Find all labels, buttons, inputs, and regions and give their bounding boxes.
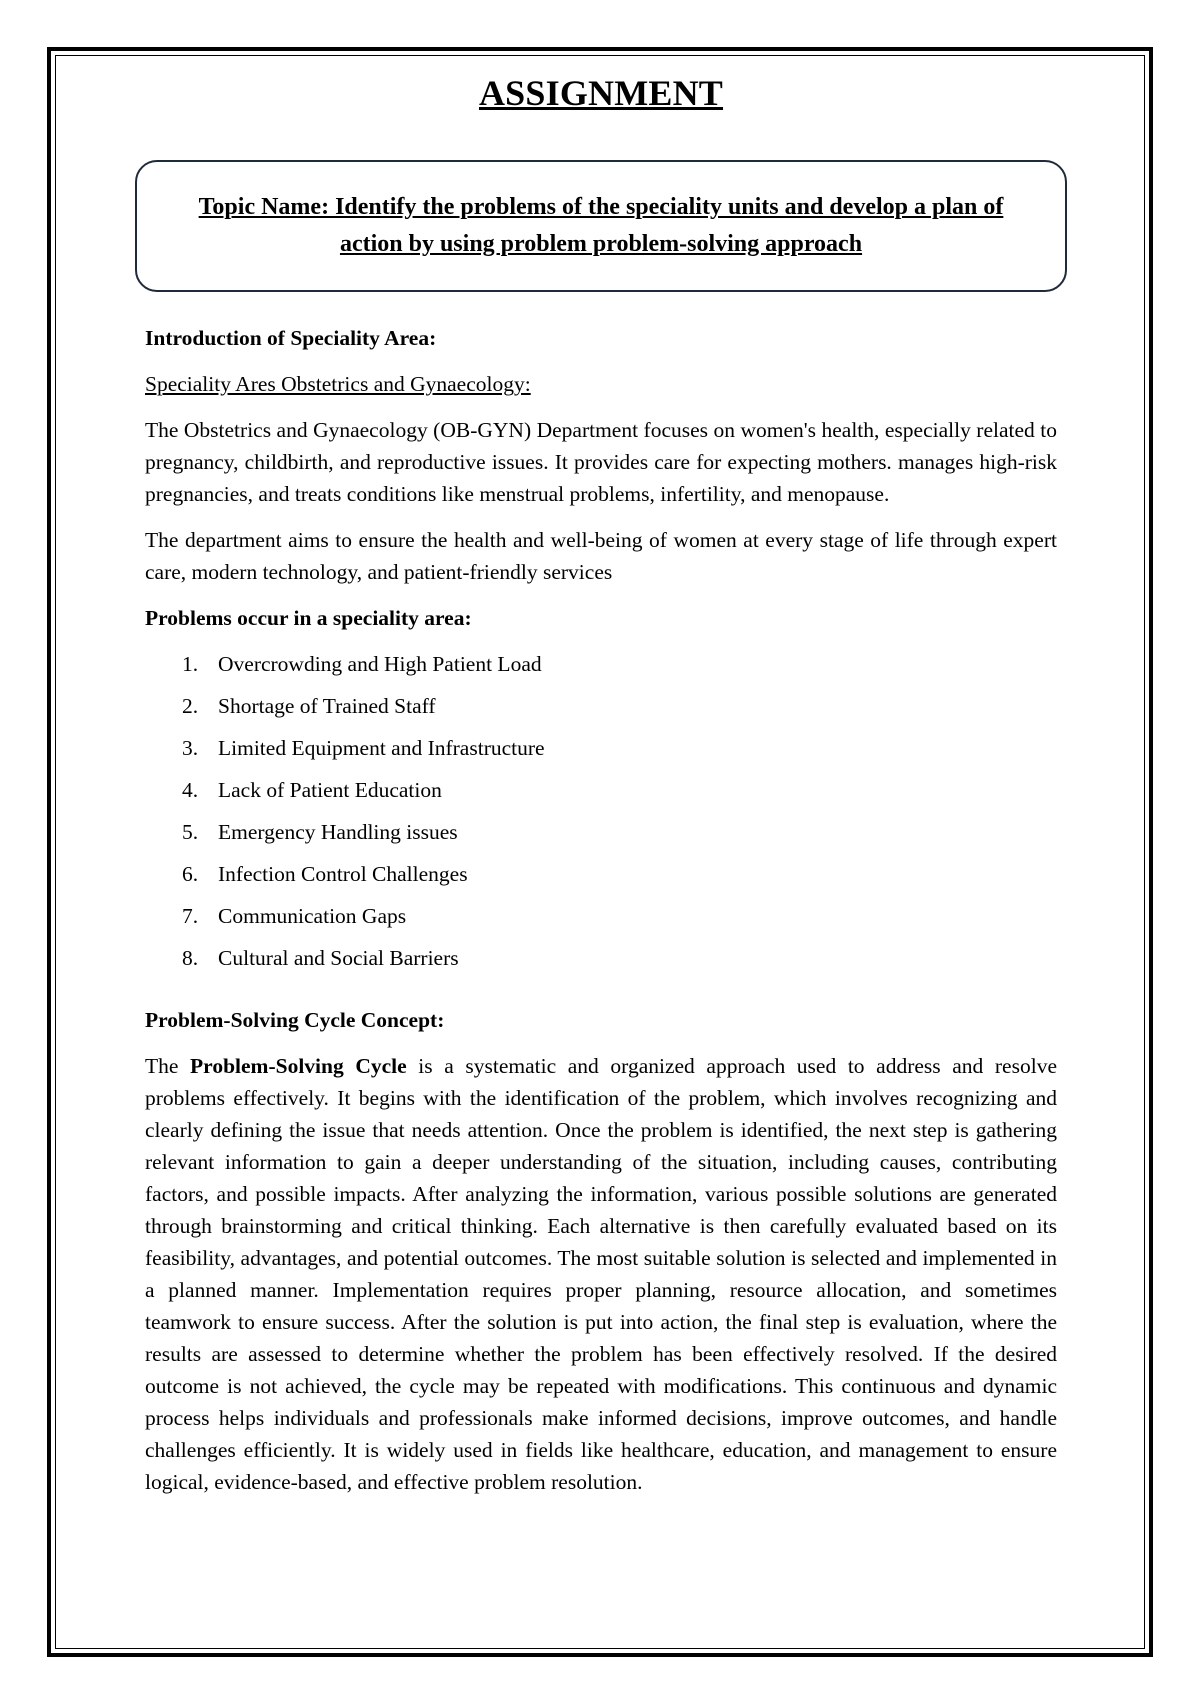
list-item: [145, 858, 1057, 900]
cycle-heading: Problem-Solving Cycle Concept:: [145, 1008, 445, 1032]
cycle-paragraph-rest: is a systematic and organized approach used to address and resolve problems effectively. It begins with the identification of the problem, which involves recognizing and clearly defining the issue that needs attention. Once the problem is identified, the next step is gathering relevant information to gain a deeper understanding of the situation, including causes, contributing factors, and possible impacts. After analyzing the information, various possible solutions are generated through brainstorming and critical thinking. Each alternative is then carefully evaluated based on its feasibility, advantages, and potential outcomes. The most suitable solution is selected and implemented in a planned manner. Implementation requires proper planning, resource allocation, and sometimes teamwork to ensure success. After the solution is put into action, the final step is evaluation, where the results are assessed to determine whether the problem has been effectively resolved. If the desired outcome is not achieved, the cycle may be repeated with modifications. This continuous and dynamic process helps individuals and professionals make informed decisions, improve outcomes, and handle challenges efficiently. It is widely used in fields like healthcare, education, and management to ensure logical, evidence-based, and effective problem resolution.: [145, 1054, 1057, 1494]
problems-list: [145, 648, 1057, 984]
cycle-paragraph-lead: The: [145, 1054, 191, 1078]
list-item-number: 7.: [182, 904, 199, 928]
list-item-number: 4.: [182, 778, 199, 802]
list-item-text: Shortage of Trained Staff: [218, 694, 436, 718]
list-item-number: 5.: [182, 820, 199, 844]
document-body: [145, 322, 1057, 1512]
intro-heading: Introduction of Speciality Area:: [145, 326, 437, 350]
list-item: [145, 942, 1057, 984]
list-item: [145, 900, 1057, 942]
cycle-paragraph: [145, 1050, 1057, 1498]
list-item-text: Communication Gaps: [218, 904, 407, 928]
speciality-subheading: Speciality Ares Obstetrics and Gynaecology:: [145, 372, 531, 396]
list-item-number: 1.: [182, 652, 199, 676]
list-item: [145, 690, 1057, 732]
list-item-text: Cultural and Social Barriers: [218, 946, 459, 970]
page-title: ASSIGNMENT: [478, 73, 724, 113]
list-item-text: Lack of Patient Education: [218, 778, 442, 802]
cycle-paragraph-bold: Problem-Solving Cycle: [190, 1054, 407, 1078]
list-item: [145, 774, 1057, 816]
intro-paragraph-2: The department aims to ensure the health and well-being of women at every stage of life through expert care, modern technology, and patient-friendly services: [145, 528, 1057, 584]
topic-box: [135, 160, 1067, 292]
list-item-text: Limited Equipment and Infrastructure: [218, 736, 545, 760]
page-content: [145, 64, 1057, 1494]
topic-name: Topic Name: Identify the problems of the speciality units and develop a plan of action by using problem problem-solving approach: [198, 194, 1004, 257]
list-item-number: 6.: [182, 862, 199, 886]
problems-heading: Problems occur in a speciality area:: [145, 606, 472, 630]
list-item: [145, 816, 1057, 858]
list-item-number: 3.: [182, 736, 199, 760]
list-item-number: 2.: [182, 694, 199, 718]
list-item-text: Overcrowding and High Patient Load: [218, 652, 542, 676]
intro-paragraph-1: The Obstetrics and Gynaecology (OB-GYN) Department focuses on women's health, especially related to pregnancy, childbirth, and reproductive issues. It provides care for expecting mothers. manages high-risk pregnancies, and treats conditions like menstrual problems, infertility, and menopause.: [145, 418, 1057, 506]
list-item: [145, 648, 1057, 690]
list-item-text: Emergency Handling issues: [218, 820, 458, 844]
list-item: [145, 732, 1057, 774]
list-item-text: Infection Control Challenges: [218, 862, 468, 886]
list-item-number: 8.: [182, 946, 199, 970]
